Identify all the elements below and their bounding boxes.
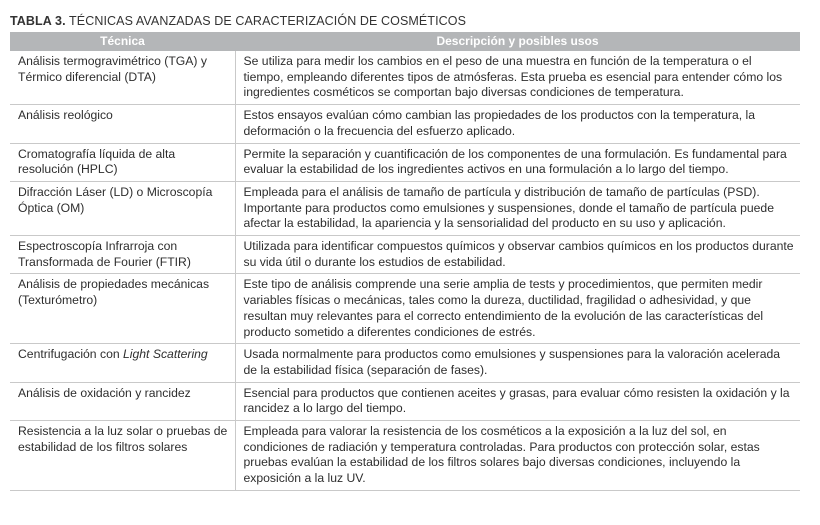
header-descripcion: Descripción y posibles usos xyxy=(235,32,800,51)
table-row xyxy=(10,236,800,274)
table-title-text: TÉCNICAS AVANZADAS DE CARACTERIZACIÓN DE COSMÉTICOS xyxy=(65,14,467,28)
tecnica-cell: Análisis reológico xyxy=(10,105,235,143)
tecnica-text: Centrifugación con xyxy=(18,347,124,362)
table-container xyxy=(10,10,800,491)
tecnica-cell: Análisis termogravimétrico (TGA) y Térmico diferencial (DTA) xyxy=(10,51,235,105)
header-tecnica: Técnica xyxy=(10,32,235,51)
techniques-table xyxy=(10,32,800,491)
tecnica-cell: Resistencia a la luz solar o pruebas de estabilidad de los filtros solares xyxy=(10,421,235,491)
tecnica-cell: Análisis de propiedades mecánicas (Texturómetro) xyxy=(10,274,235,344)
table-row xyxy=(10,51,800,105)
descripcion-cell: Empleada para valorar la resistencia de los cosméticos a la exposición a la luz del sol, en condiciones de radiación y temperatura controladas. Para productos con protección solar, estas pruebas evalúan la estabilidad de los filtros solares bajo diversas condiciones, incluyendo la exposición a la luz UV. xyxy=(235,421,800,491)
descripcion-cell: Esencial para productos que contienen aceites y grasas, para evaluar cómo resisten la oxidación y la rancidez a lo largo del tiempo. xyxy=(235,382,800,420)
table-title xyxy=(10,10,800,32)
descripcion-cell: Estos ensayos evalúan cómo cambian las propiedades de los productos con la temperatura, la deformación o la frecuencia del esfuerzo aplicado. xyxy=(235,105,800,143)
descripcion-cell: Este tipo de análisis comprende una serie amplia de tests y procedimientos, que permiten medir variables físicas o mecánicas, tales como la dureza, ductilidad, fragilidad o adhesividad, y que resultan muy relevantes para el correcto entendimiento de la evolución de las características del producto sometido a diferentes condiciones de estrés. xyxy=(235,274,800,344)
table-row xyxy=(10,344,800,382)
table-row xyxy=(10,105,800,143)
table-row xyxy=(10,274,800,344)
descripcion-cell: Se utiliza para medir los cambios en el peso de una muestra en función de la temperatura o el tiempo, empleando diferentes tipos de atmósferas. Esta prueba es esencial para entender cómo los ingredientes cosméticos se comportan bajo diversas condiciones de temperatura. xyxy=(235,51,800,105)
table-number: TABLA 3. xyxy=(10,14,66,28)
table-header-row xyxy=(10,32,800,51)
descripcion-cell: Usada normalmente para productos como emulsiones y suspensiones para la valoración acelerada de la estabilidad física (separación de fases). xyxy=(235,344,800,382)
tecnica-italic-text: Light Scattering xyxy=(123,347,208,362)
tecnica-cell: Espectroscopía Infrarroja con Transformada de Fourier (FTIR) xyxy=(10,236,235,274)
table-row xyxy=(10,382,800,420)
tecnica-cell xyxy=(10,344,235,382)
tecnica-cell: Difracción Láser (LD) o Microscopía Óptica (OM) xyxy=(10,181,235,235)
table-row xyxy=(10,143,800,181)
descripcion-cell: Permite la separación y cuantificación de los componentes de una formulación. Es fundamental para evaluar la estabilidad de los ingredientes activos en una formulación a lo largo del tiempo. xyxy=(235,143,800,181)
table-row xyxy=(10,181,800,235)
tecnica-cell: Cromatografía líquida de alta resolución (HPLC) xyxy=(10,143,235,181)
descripcion-cell: Utilizada para identificar compuestos químicos y observar cambios químicos en los productos durante su vida útil o durante los estudios de estabilidad. xyxy=(235,236,800,274)
descripcion-cell: Empleada para el análisis de tamaño de partícula y distribución de tamaño de partículas (PSD). Importante para productos como emulsiones y suspensiones, donde el tamaño de partícula puede afectar la estabilidad, la apariencia y la sensorialidad del producto en su uso y aplicación. xyxy=(235,181,800,235)
table-row xyxy=(10,421,800,491)
tecnica-cell: Análisis de oxidación y rancidez xyxy=(10,382,235,420)
